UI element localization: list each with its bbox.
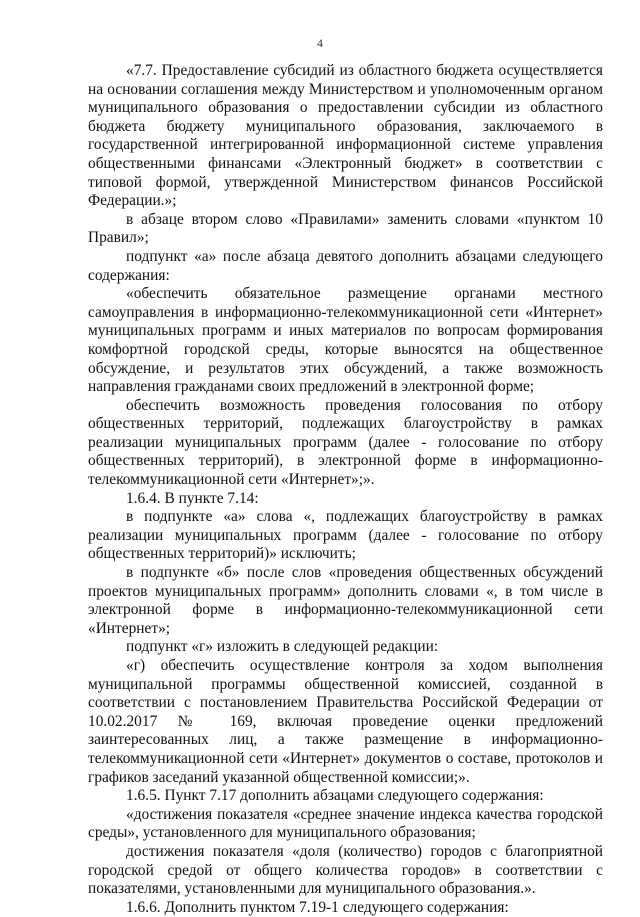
paragraph-g-kontrol: «г) обеспечить осуществление контроля за ходом выполнения муниципальной программы общественной комиссией, созданной в соответствии с постановлением Правительства Российской Федерации от 10.02.2017 № 169, включая проведение оценки предложений заинтересованных лиц, а также размещение в информационно-телекоммуникационной сети «Интернет» документов о составе, протоколов и графиков заседаний указанной общественной комиссии;».	[88, 657, 603, 786]
document-body	[88, 62, 603, 917]
paragraph-podpunkt-a-isklyuchit: в подпункте «а» слова «, подлежащих благоустройству в рамках реализации муниципальных программ (далее - голосование по отбору общественных территорий)» исключить;	[88, 508, 603, 563]
paragraph-dolya-gorodov: достижения показателя «доля (количество) городов с благоприятной городской средой от общего количества городов» в соответствии с показателями, установленными для муниципального образования.».	[88, 842, 603, 898]
paragraph-abzac-vtoroy: в абзаце втором слово «Правилами» заменить словами «пунктом 10 Правил»;	[88, 210, 603, 247]
paragraph-podpunkt-b: в подпункте «б» после слов «проведения общественных обсуждений проектов муниципальных программ» дополнить словами «, в том числе в электронной форме в информационно-телекоммуникационной сети «Интернет»;	[88, 564, 603, 637]
paragraph-1-6-4: 1.6.4. В пункте 7.14:	[126, 489, 259, 507]
paragraph-1-6-5: 1.6.5. Пункт 7.17 дополнить абзацами следующего содержания:	[126, 787, 544, 805]
paragraph-podpunkt-g: подпункт «г» изложить в следующей редакции:	[126, 638, 439, 656]
paragraph-obespechit-golosovanie: обеспечить возможность проведения голосования по отбору общественных территорий, подлежащих благоустройству в рамках реализации муниципальных программ (далее - голосование по отбору общественных территорий), в электронной форме в информационно-телекоммуникационной сети «Интернет»;».	[88, 396, 603, 489]
paragraph-obespechit-razmeschenie: «обеспечить обязательное размещение органами местного самоуправления в информационно-телекоммуникационной сети «Интернет» муниципальных программ и иных материалов по вопросам формирования комфортной городской среды, которые выносятся на общественное обсуждение, и результатов этих обсуждений, а также возможность направления гражданами своих предложений в электронной форме;	[88, 285, 603, 396]
paragraph-podpunkt-a: подпункт «а» после абзаца девятого дополнить абзацами следующего содержания:	[88, 247, 603, 284]
paragraph-1-6-6: 1.6.6. Дополнить пунктом 7.19-1 следующего содержания:	[126, 898, 509, 916]
paragraph-indeks-kachestva: «достижения показателя «среднее значение индекса качества городской среды», установленного для муниципального образования;	[88, 805, 603, 842]
page-number: 4	[317, 36, 323, 50]
paragraph-7-7: «7.7. Предоставление субсидий из областного бюджета осуществляется на основании соглашения между Министерством и уполномоченным органом муниципального образования о предоставлении субсидии из областного бюджета бюджету муниципального образования, заключаемого в государственной интегрированной информационной системе управления общественными финансами «Электронный бюджет» в соответствии с типовой формой, утвержденной Министерством финансов Российской Федерации.»;	[88, 62, 603, 210]
